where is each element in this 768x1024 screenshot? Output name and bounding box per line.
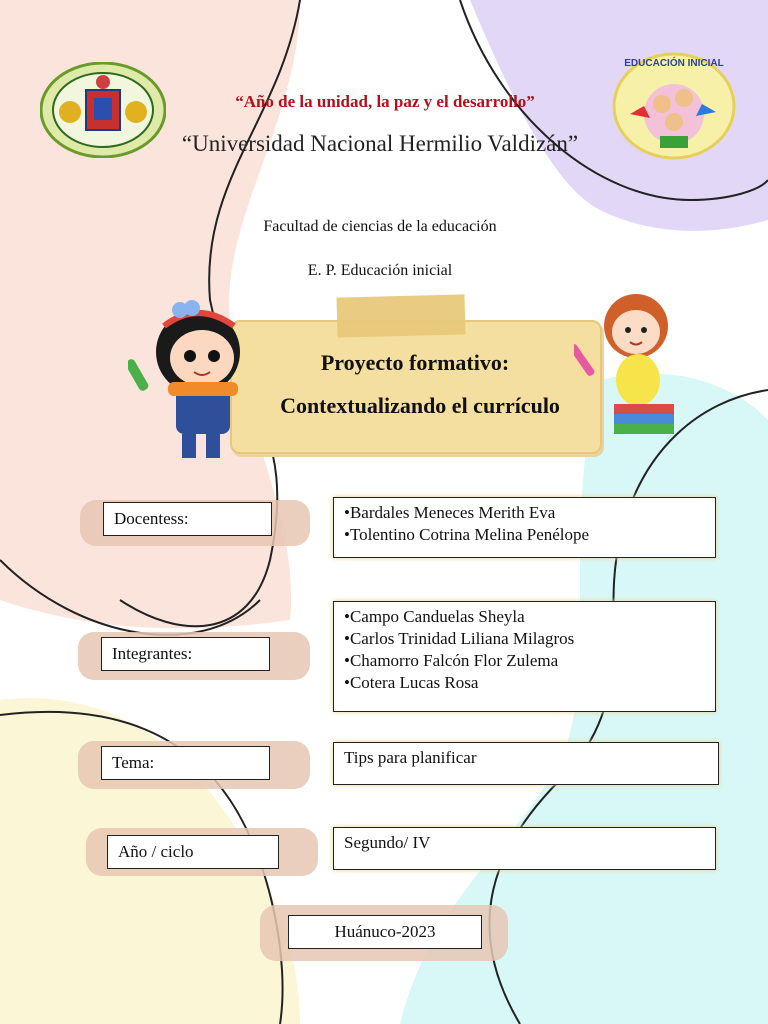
university-crest-logo (40, 62, 166, 158)
integrante-name: • Campo Canduelas Sheyla (344, 606, 705, 628)
tema-label: Tema: (101, 746, 270, 780)
year-motto: “Año de la unidad, la paz y el desarrollo” (235, 92, 535, 111)
tape-decoration (336, 294, 465, 337)
docente-name: • Bardales Meneces Merith Eva (344, 502, 705, 524)
project-title: Proyecto formativo: (320, 350, 510, 375)
project-subtitle: Contextualizando el currículo (280, 393, 560, 418)
docentes-box (333, 497, 716, 558)
integrantes-box (333, 601, 716, 712)
integrante-name: • Chamorro Falcón Flor Zulema (344, 650, 705, 672)
university-name: “Universidad Nacional Hermilio Valdizán” (181, 131, 579, 156)
docentes-label: Docentess: (103, 502, 272, 536)
place-year: Huánuco-2023 (288, 915, 482, 949)
faculty-name: Facultad de ciencias de la educación (263, 218, 497, 235)
integrante-name: • Carlos Trinidad Liliana Milagros (344, 628, 705, 650)
girl-on-books-illustration (574, 286, 696, 448)
anio-value: Segundo/ IV (344, 833, 431, 852)
logo-lettering: EDUCACIÓN INICIAL (624, 58, 724, 69)
integrante-name: • Cotera Lucas Rosa (344, 672, 705, 694)
girl-with-crayon-illustration (128, 296, 268, 468)
professional-school: E. P. Educación inicial (307, 262, 453, 279)
tema-box (333, 742, 719, 785)
tema-value: Tips para planificar (344, 748, 477, 767)
integrantes-label: Integrantes: (101, 637, 270, 671)
anio-box (333, 827, 716, 870)
docente-name: • Tolentino Cotrina Melina Penélope (344, 524, 705, 546)
title-card (230, 320, 602, 454)
educacion-inicial-logo (612, 52, 736, 160)
anio-label: Año / ciclo (107, 835, 279, 869)
